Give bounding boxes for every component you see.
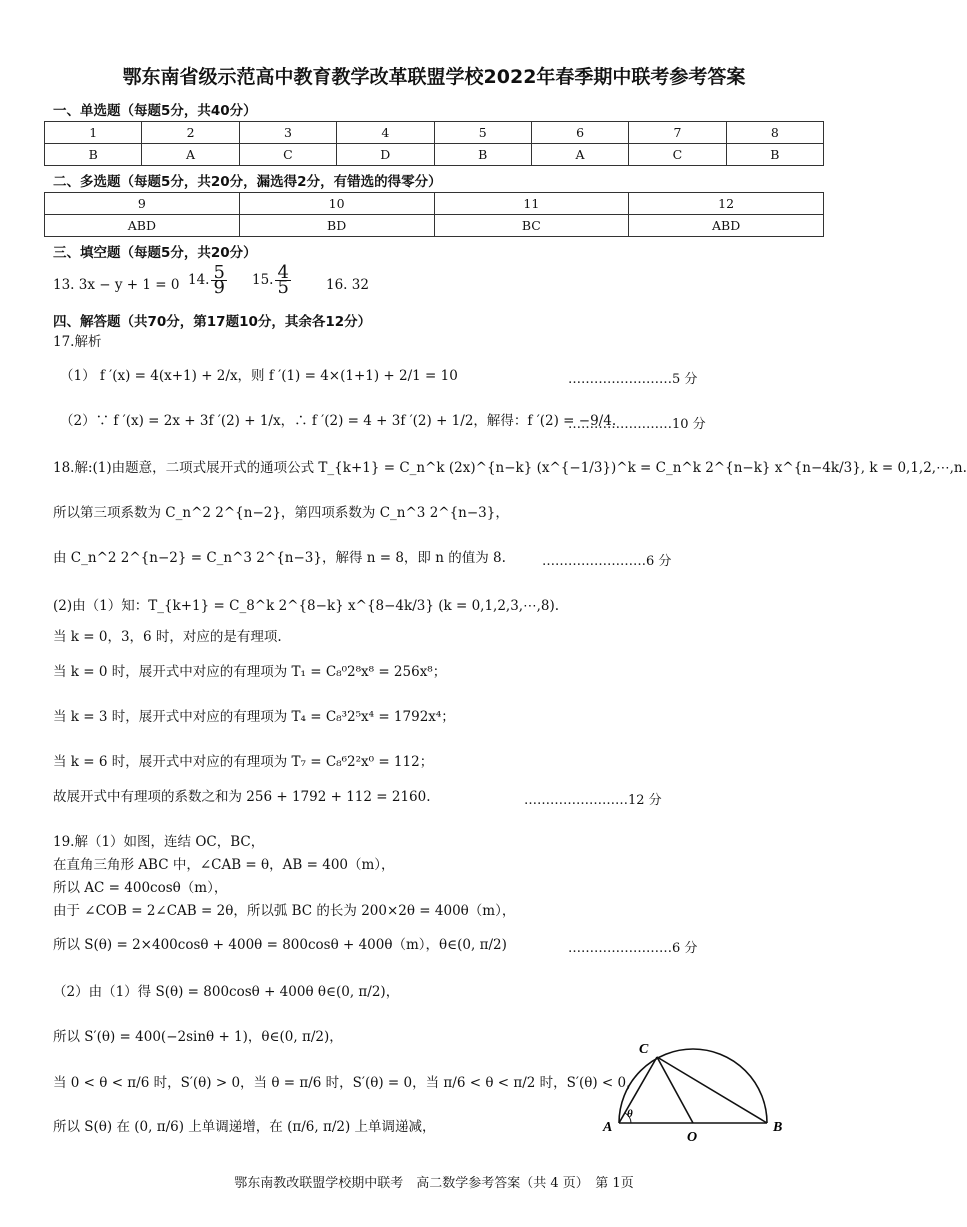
multi-choice-table (44, 192, 824, 237)
segment-cb (657, 1057, 767, 1123)
score-mark: ……………………6 分 (542, 554, 672, 569)
score-mark: ……………………10 分 (568, 417, 706, 432)
problem-18-line-7: 当 k = 3 时，展开式中对应的有理项为 T₄ = C₈³2⁵x⁴ = 1792x⁴； (53, 709, 455, 725)
semicircle-diagram (595, 1035, 795, 1145)
point-c-label: C (639, 1042, 649, 1057)
answer-14-label: 14. (188, 272, 210, 288)
cell: 4 (337, 122, 434, 144)
section-fill-blank-heading: 三、填空题（每题5分，共20分） (53, 245, 257, 261)
cell: B (434, 144, 531, 166)
problem-18-line-8: 当 k = 6 时，展开式中对应的有理项为 T₇ = C₈⁶2²x⁰ = 112； (53, 754, 434, 770)
cell: ABD (629, 215, 824, 237)
cell: 3 (239, 122, 336, 144)
problem-18-line-5: 当 k = 0，3，6 时，对应的是有理项. (53, 629, 282, 645)
problem-18-line-2: 所以第三项系数为 C_n^2 2^{n−2}，第四项系数为 C_n^3 2^{n−3}， (53, 505, 509, 521)
cell: D (337, 144, 434, 166)
cell: 8 (726, 122, 823, 144)
cell: BC (434, 215, 629, 237)
table-row (45, 193, 824, 215)
table-row (45, 122, 824, 144)
problem-18-line-6: 当 k = 0 时，展开式中对应的有理项为 T₁ = C₈⁰2⁸x⁸ = 256x⁸； (53, 664, 447, 680)
cell: 12 (629, 193, 824, 215)
cell: B (45, 144, 142, 166)
section-solutions-heading: 四、解答题（共70分，第17题10分，其余各12分） (53, 314, 372, 330)
fraction (211, 262, 226, 298)
cell: 10 (239, 193, 434, 215)
cell: 11 (434, 193, 629, 215)
point-a-label: A (603, 1120, 613, 1135)
score-mark: ……………………5 分 (568, 372, 698, 387)
section-multi-choice-heading: 二、多选题（每题5分，共20分，漏选得2分，有错选的得零分） (53, 174, 442, 190)
problem-18-line-3: 由 C_n^2 2^{n−2} = C_n^3 2^{n−3}，解得 n = 8，即 n 的值为 8. (53, 550, 506, 566)
problem-19-line-7: 所以 S′(θ) = 400(−2sinθ + 1)，θ∈(0, π/2)， (53, 1029, 343, 1045)
problem-19-line-4: 由于 ∠COB = 2∠CAB = 2θ，所以弧 BC 的长为 200×2θ = 400θ（m）， (53, 903, 516, 919)
cell: C (629, 144, 726, 166)
theta-label: θ (627, 1108, 633, 1120)
problem-19-line-5: 所以 S(θ) = 2×400cosθ + 400θ = 800cosθ + 400θ（m），θ∈(0, π/2) (53, 937, 507, 953)
answer-14 (188, 262, 229, 298)
cell: 6 (531, 122, 628, 144)
denominator: 5 (277, 277, 289, 298)
problem-18-line-1: 18.解:(1)由题意，二项式展开式的通项公式 T_{k+1} = C_n^k (2x)^{n−k} (x^{−1/3})^k = C_n^k 2^{n−k} x^{n−4k/3}, k = 0,1,2,⋯,n. (53, 460, 967, 476)
problem-17-label: 17.解析 (53, 334, 102, 350)
cell: B (726, 144, 823, 166)
problem-19-line-1: 19.解（1）如图，连结 OC，BC， (53, 834, 265, 850)
answer-13: 13. 3x − y + 1 = 0 (53, 277, 180, 293)
numerator: 5 (213, 262, 225, 283)
score-mark: ……………………6 分 (568, 941, 698, 956)
problem-19-line-9: 所以 S(θ) 在 (0, π/6) 上单调递增，在 (π/6, π/2) 上单调递减， (53, 1119, 436, 1135)
fraction (275, 262, 290, 298)
cell: BD (239, 215, 434, 237)
page-footer: 鄂东南教改联盟学校期中联考 高二数学参考答案（共 4 页） 第 1页 (234, 1176, 634, 1191)
cell: A (531, 144, 628, 166)
problem-18-line-9: 故展开式中有理项的系数之和为 256 + 1792 + 112 = 2160. (53, 789, 431, 805)
point-o-label: O (687, 1130, 698, 1145)
table-row (45, 215, 824, 237)
cell: 7 (629, 122, 726, 144)
segment-ac (619, 1057, 657, 1123)
section-single-choice-heading: 一、单选题（每题5分，共40分） (53, 103, 257, 119)
cell: A (142, 144, 239, 166)
numerator: 4 (277, 262, 289, 283)
problem-19-line-6: （2）由（1）得 S(θ) = 800cosθ + 400θ θ∈(0, π/2)， (53, 984, 400, 1000)
answer-16: 16. 32 (326, 277, 369, 293)
single-choice-table (44, 121, 824, 166)
answer-15-label: 15. (252, 272, 274, 288)
problem-19-line-8: 当 0 < θ < π/6 时，S′(θ) > 0，当 θ = π/6 时，S′(θ) = 0，当 π/6 < θ < π/2 时，S′(θ) < 0， (53, 1075, 640, 1091)
problem-17-line-1: （1） f ′(x) = 4(x+1) + 2/x，则 f ′(1) = 4×(1+1) + 2/1 = 10 (60, 368, 458, 384)
problem-18-line-4: (2)由（1）知：T_{k+1} = C_8^k 2^{8−k} x^{8−4k/3} (k = 0,1,2,3,⋯,8). (53, 598, 560, 614)
denominator: 9 (213, 277, 225, 298)
cell: 2 (142, 122, 239, 144)
problem-17-line-2: （2）∵ f ′(x) = 2x + 3f ′(2) + 1/x，∴ f ′(2) = 4 + 3f ′(2) + 1/2，解得：f ′(2) = −9/4. (60, 413, 617, 429)
cell: 1 (45, 122, 142, 144)
point-b-label: B (773, 1120, 783, 1135)
problem-19-line-3: 所以 AC = 400cosθ（m）， (53, 880, 228, 896)
table-row (45, 144, 824, 166)
page-title: 鄂东南省级示范高中教育教学改革联盟学校2022年春季期中联考参考答案 (122, 66, 746, 88)
answer-15 (252, 262, 293, 298)
cell: ABD (45, 215, 240, 237)
cell: 5 (434, 122, 531, 144)
score-mark: ……………………12 分 (524, 793, 662, 808)
cell: 9 (45, 193, 240, 215)
cell: C (239, 144, 336, 166)
problem-19-line-2: 在直角三角形 ABC 中，∠CAB = θ，AB = 400（m）， (53, 857, 395, 873)
